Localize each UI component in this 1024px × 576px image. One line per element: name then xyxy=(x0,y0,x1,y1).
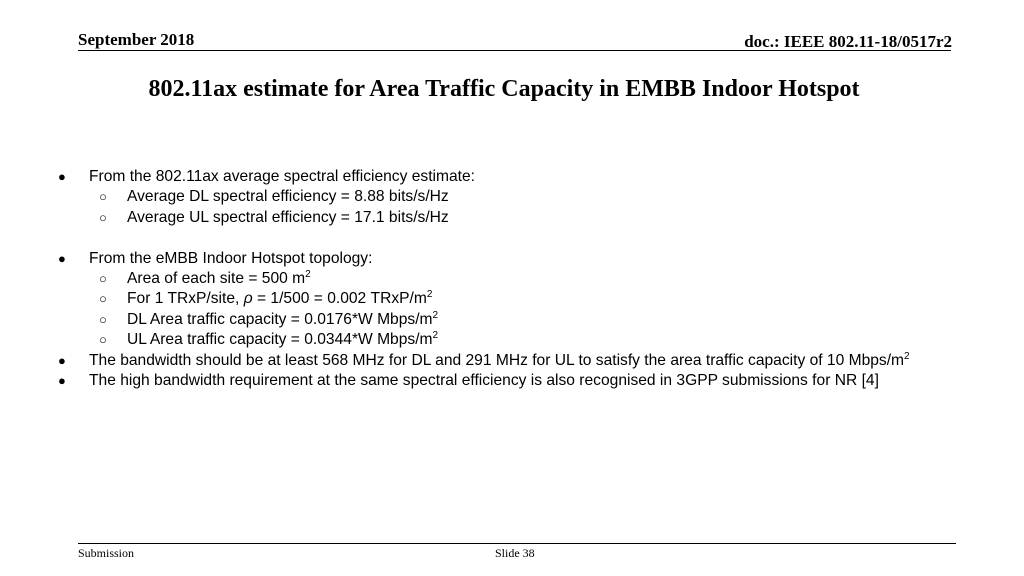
bullet-item xyxy=(0,351,1024,371)
sub-bullet-text-post: = 1/500 = 0.002 TRxP/m xyxy=(252,290,427,308)
sub-bullet-item xyxy=(0,269,1024,289)
footer-divider xyxy=(78,543,956,544)
bullet-dot-icon: ● xyxy=(58,352,66,368)
sub-bullet-text xyxy=(127,289,432,309)
bullet-list xyxy=(0,167,1024,391)
bullet-text xyxy=(89,351,910,371)
header-doc-id: doc.: IEEE 802.11-18/0517r2 xyxy=(744,32,952,51)
superscript: 2 xyxy=(426,289,433,301)
sub-bullet-text xyxy=(127,269,311,289)
slide-title: 802.11ax estimate for Area Traffic Capacity in EMBB Indoor Hotspot xyxy=(148,76,860,102)
sub-bullet-text: Average DL spectral efficiency = 8.88 bits/s/Hz xyxy=(127,188,449,206)
sub-bullet-item xyxy=(0,289,1024,309)
sub-bullet-text: Average UL spectral efficiency = 17.1 bits/s/Hz xyxy=(127,208,449,226)
bullet-item xyxy=(0,167,1024,187)
slide-number: Slide 38 xyxy=(495,546,535,560)
sub-bullet-text-pre: For 1 TRxP/site, xyxy=(127,290,244,308)
superscript: 2 xyxy=(432,330,439,342)
header-divider xyxy=(78,50,951,51)
sub-bullet-item xyxy=(0,187,1024,207)
sub-bullet-text-main: Area of each site = 500 m xyxy=(127,269,306,287)
superscript: 2 xyxy=(432,309,439,321)
bullet-circle-icon: ○ xyxy=(99,189,107,205)
header-date: September 2018 xyxy=(78,30,195,49)
bullet-item xyxy=(0,249,1024,269)
sub-bullet-text-main: DL Area traffic capacity = 0.0176*W Mbps/m xyxy=(127,310,433,328)
sub-bullet-item xyxy=(0,310,1024,330)
bullet-circle-icon: ○ xyxy=(99,332,107,348)
sub-bullet-text xyxy=(127,310,438,330)
sub-bullet-text xyxy=(127,330,438,350)
bullet-dot-icon: ● xyxy=(58,372,66,388)
superscript: 2 xyxy=(305,268,311,280)
bullet-circle-icon: ○ xyxy=(99,270,107,286)
bullet-circle-icon: ○ xyxy=(99,311,107,327)
sub-bullet-text-main: UL Area traffic capacity = 0.0344*W Mbps/m xyxy=(127,331,433,349)
rho-symbol: ρ xyxy=(243,290,253,308)
bullet-dot-icon: ● xyxy=(58,169,66,184)
bullet-item xyxy=(0,371,1024,391)
bullet-text: From the 802.11ax average spectral efficiency estimate: xyxy=(89,168,475,185)
sub-bullet-item xyxy=(0,208,1024,228)
bullet-text: The high bandwidth requirement at the same spectral efficiency is also recognised in 3GPP submissions for NR [4] xyxy=(89,371,879,389)
bullet-circle-icon: ○ xyxy=(99,291,107,307)
sub-bullet-item xyxy=(0,330,1024,350)
footer-submission: Submission xyxy=(78,546,135,560)
bullet-text: From the eMBB Indoor Hotspot topology: xyxy=(89,249,373,267)
bullet-circle-icon: ○ xyxy=(99,209,107,225)
spacer xyxy=(0,228,1024,248)
bullet-text-main: The bandwidth should be at least 568 MHz for DL and 291 MHz for UL to satisfy the area traffic capacity of 10 Mbps/m xyxy=(89,351,905,369)
superscript: 2 xyxy=(904,350,910,362)
bullet-dot-icon: ● xyxy=(58,250,66,266)
